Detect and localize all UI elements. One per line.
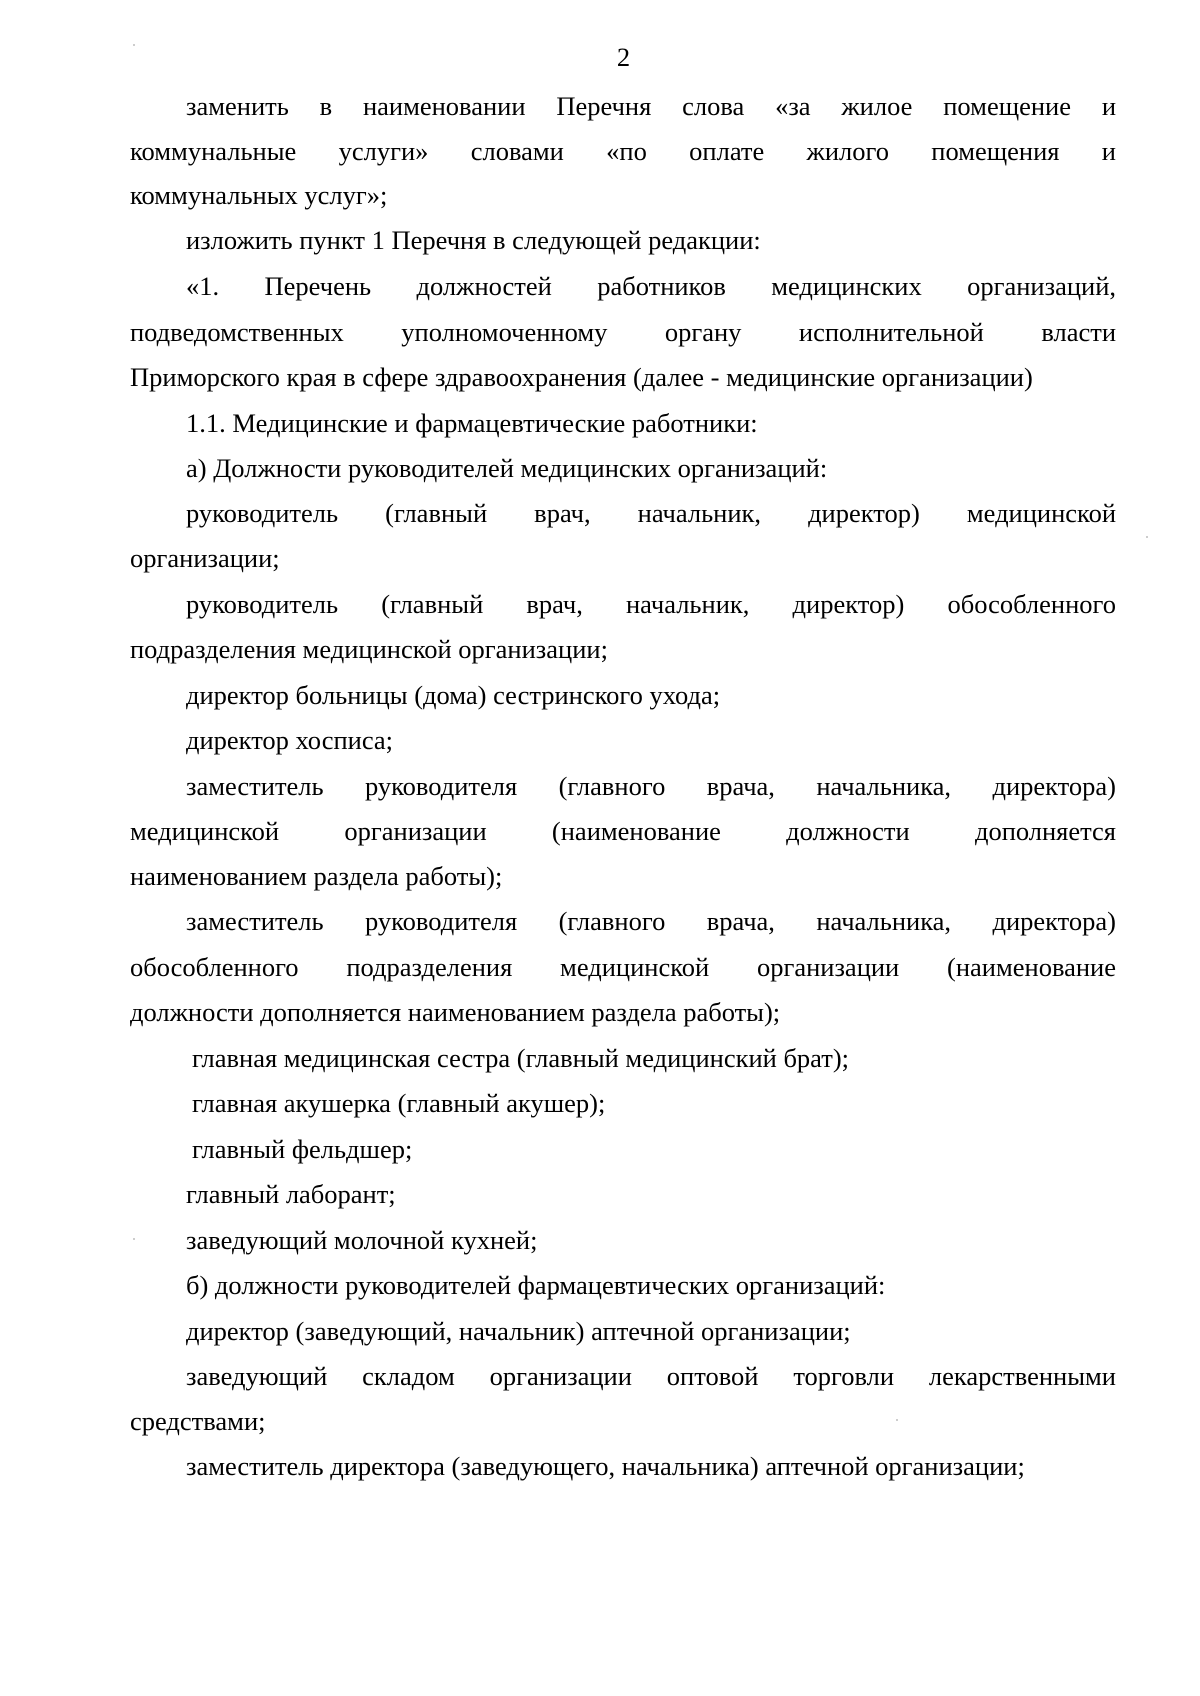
- text-line: директор больницы (дома) сестринского ухода;: [186, 680, 721, 710]
- text-line: б) должности руководителей фармацевтических организаций:: [186, 1270, 886, 1300]
- text-line: заведующий складом организации оптовой торговли лекарственными: [186, 1361, 1116, 1391]
- text-line: главная медицинская сестра (главный медицинский брат);: [192, 1043, 850, 1073]
- text-line: подведомственных уполномоченному органу исполнительной власти: [130, 317, 1116, 347]
- text-line: изложить пункт 1 Перечня в следующей редакции:: [186, 225, 761, 255]
- text-line: заменить в наименовании Перечня слова «за жилое помещение и: [186, 91, 1116, 121]
- scan-speck: [896, 1419, 898, 1421]
- text-line: Приморского края в сфере здравоохранения (далее - медицинские организации): [130, 362, 1033, 392]
- text-line: наименованием раздела работы);: [130, 861, 503, 891]
- scan-speck: [1146, 536, 1148, 538]
- text-line: заместитель директора (заведующего, начальника) аптечной организации;: [186, 1451, 1025, 1481]
- text-line: подразделения медицинской организации;: [130, 634, 608, 664]
- text-line: директор хосписа;: [186, 725, 394, 755]
- text-line: главный лаборант;: [186, 1179, 396, 1209]
- text-line: коммунальные услуги» словами «по оплате жилого помещения и: [130, 136, 1116, 166]
- text-line: организации;: [130, 543, 280, 573]
- text-line: должности дополняется наименованием раздела работы);: [130, 997, 781, 1027]
- text-line: средствами;: [130, 1406, 266, 1436]
- text-line: главная акушерка (главный акушер);: [192, 1088, 606, 1118]
- text-line: руководитель (главный врач, начальник, директор) обособленного: [186, 589, 1116, 619]
- text-line: директор (заведующий, начальник) аптечной организации;: [186, 1316, 851, 1346]
- text-line: 1.1. Медицинские и фармацевтические работники:: [186, 408, 758, 438]
- text-line: руководитель (главный врач, начальник, директор) медицинской: [186, 498, 1116, 528]
- text-line: обособленного подразделения медицинской организации (наименование: [130, 952, 1116, 982]
- text-line: а) Должности руководителей медицинских организаций:: [186, 453, 828, 483]
- text-line: заместитель руководителя (главного врача, начальника, директора): [186, 771, 1116, 801]
- text-line: заместитель руководителя (главного врача, начальника, директора): [186, 906, 1116, 936]
- page-number: 2: [616, 42, 631, 72]
- scan-speck: [133, 44, 135, 46]
- text-line: «1. Перечень должностей работников медицинских организаций,: [186, 271, 1116, 301]
- text-line: заведующий молочной кухней;: [186, 1225, 538, 1255]
- text-line: главный фельдшер;: [192, 1134, 413, 1164]
- scan-speck: [133, 1238, 135, 1240]
- text-line: коммунальных услуг»;: [130, 180, 388, 210]
- text-line: медицинской организации (наименование должности дополняется: [130, 816, 1116, 846]
